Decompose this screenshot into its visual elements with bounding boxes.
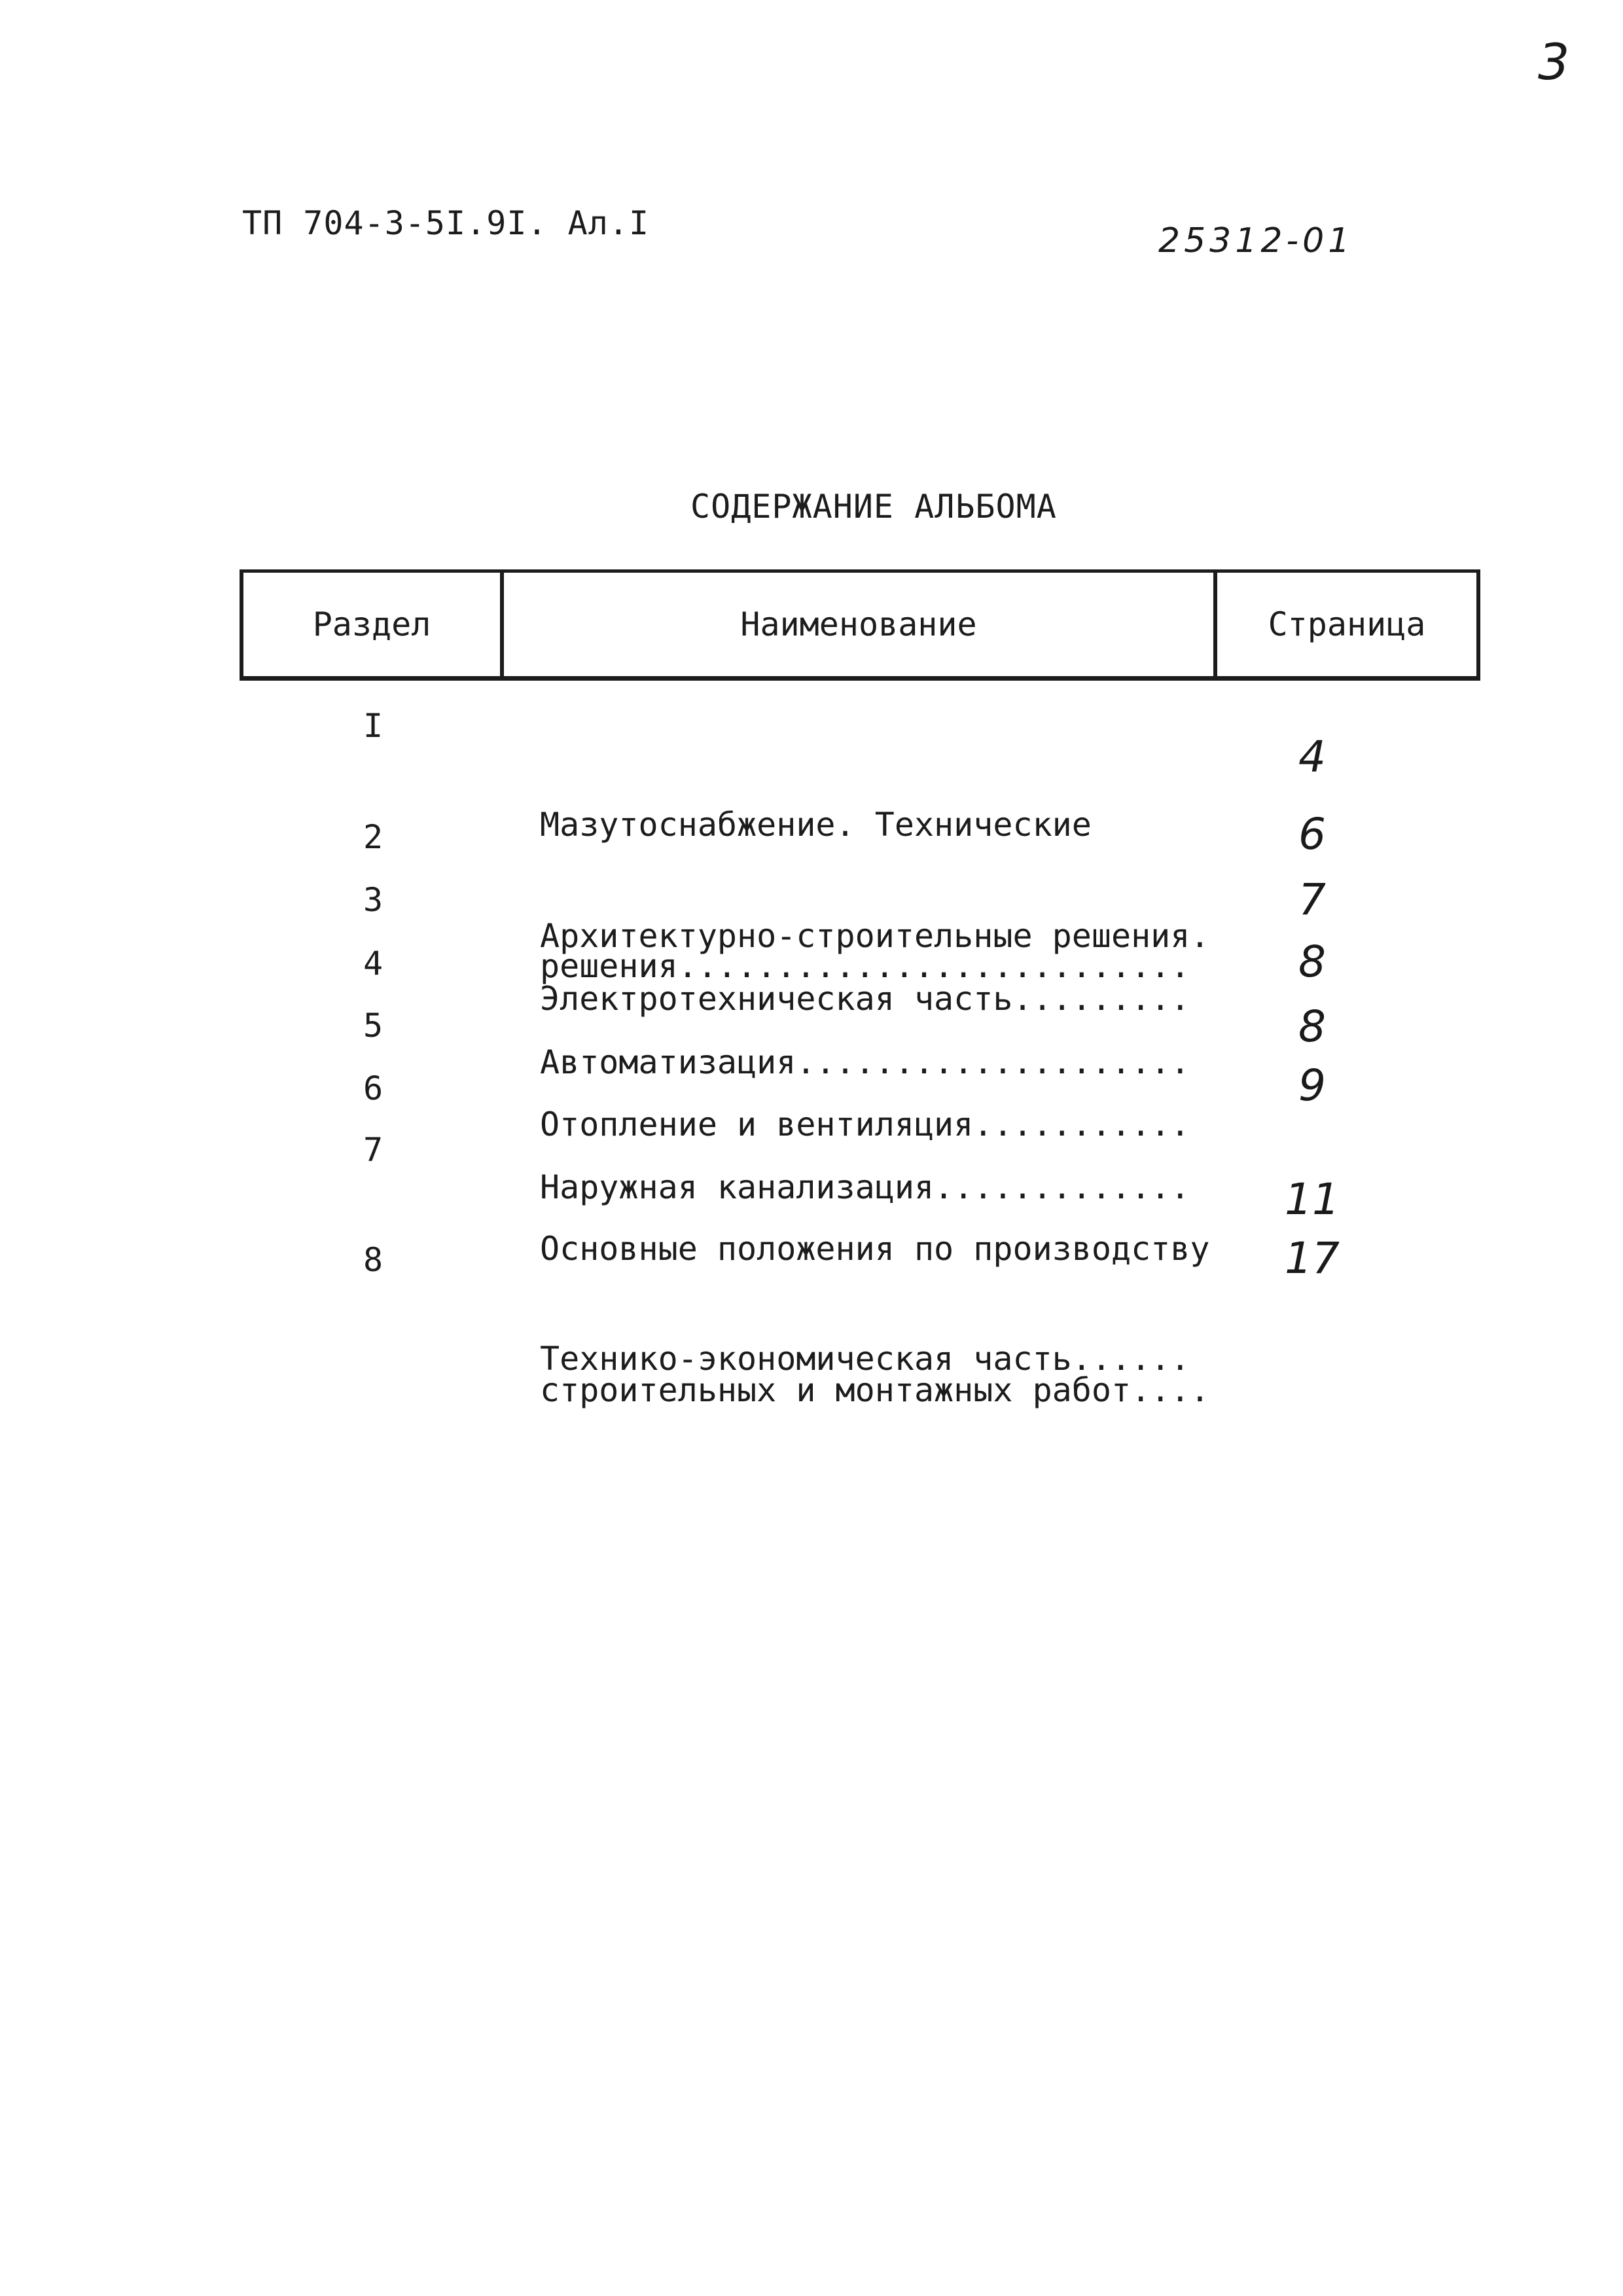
row-name-line: Мазутоснабжение. Технические xyxy=(540,806,1092,844)
column-header-page: Страница xyxy=(1268,605,1426,643)
row-name-line: Наружная канализация............. xyxy=(540,1168,1190,1206)
row-section: 6 xyxy=(363,1069,383,1107)
row-name-line: решения.......................... xyxy=(540,947,1190,985)
row-page: 6 xyxy=(1298,809,1326,859)
column-header-name: Наименование xyxy=(740,605,977,643)
row-section: 4 xyxy=(363,944,383,982)
row-page: 11 xyxy=(1285,1174,1340,1225)
row-section: 8 xyxy=(363,1241,383,1279)
row-page: 7 xyxy=(1298,874,1326,925)
row-name-line: Технико-экономическая часть...... xyxy=(540,1340,1190,1378)
row-page: 4 xyxy=(1298,732,1326,782)
row-name-line: Основные положения по производству xyxy=(540,1230,1210,1268)
row-section: 2 xyxy=(363,818,383,856)
document-code: ТП 704-3-5I.9I. Ал.I xyxy=(242,204,650,242)
row-page: 17 xyxy=(1285,1233,1340,1283)
column-header-section: Раздел xyxy=(312,605,431,643)
row-page: 9 xyxy=(1298,1060,1326,1111)
row-page: 8 xyxy=(1298,1001,1326,1052)
row-section: 7 xyxy=(363,1131,383,1169)
toc-title: СОДЕРЖАНИЕ АЛЬБОМА xyxy=(690,488,1057,526)
sheet-number: 3 xyxy=(1538,33,1570,91)
row-section: I xyxy=(363,707,383,745)
table-header xyxy=(240,569,1480,681)
row-name-line: строительных и монтажных работ.... xyxy=(540,1371,1210,1409)
row-page: 8 xyxy=(1298,937,1326,987)
row-section: 3 xyxy=(363,881,383,919)
inventory-number: 25312-01 xyxy=(1158,221,1354,260)
row-name xyxy=(540,1241,1190,1477)
row-name-line: Автоматизация.................... xyxy=(540,1043,1190,1081)
row-name-line: Электротехническая часть......... xyxy=(540,980,1190,1018)
row-name-line: Архитектурно-строительные решения. xyxy=(540,917,1210,955)
row-name-line: Отопление и вентиляция........... xyxy=(540,1105,1190,1143)
row-section: 5 xyxy=(363,1007,383,1045)
